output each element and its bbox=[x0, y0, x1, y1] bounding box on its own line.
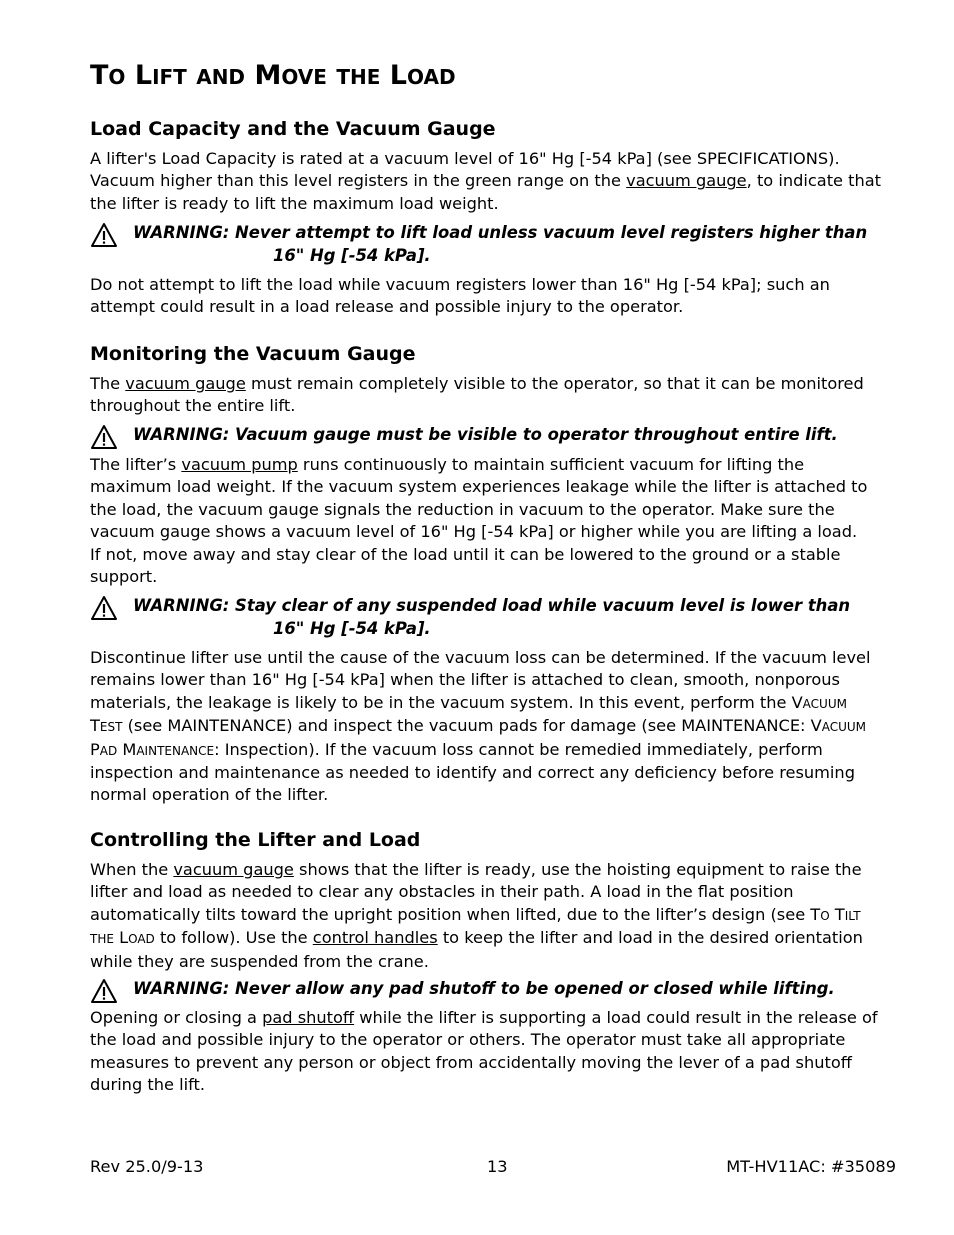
vacuum-gauge-link: vacuum gauge bbox=[125, 374, 246, 393]
paragraph: When the vacuum gauge shows that the lifter is ready, use the hoisting equipment to raise the lifter and load as needed to clear any obstacles in their path. A load in the flat position automatically tilts toward the upright position when lifted, due to the lifter’s design (see TO TILT THE LOAD to follow). Use the control handles to keep the lifter and load in the desired orientation while they are suspended from the crane. bbox=[90, 860, 863, 971]
section-monitoring bbox=[90, 341, 898, 367]
section-heading: Monitoring the Vacuum Gauge bbox=[90, 343, 416, 365]
paragraph: Do not attempt to lift the load while vacuum registers lower than 16" Hg [-54 kPa]; such an attempt could result in a load release and possible injury to the operator. bbox=[90, 275, 830, 317]
footer-page-number: 13 bbox=[487, 1157, 508, 1176]
pad-shutoff-link: pad shutoff bbox=[262, 1008, 355, 1027]
warning-triangle-icon bbox=[90, 595, 118, 621]
paragraph: Discontinue lifter use until the cause of the vacuum loss can be determined. If the vacuum level remains lower than 16" Hg [-54 kPa] when the lifter is attached to clean, smooth, nonporous materials, the leakage is likely to be in the vacuum system. In this event, perform the VACUUM TEST (see MAINTENANCE) and inspect the vacuum pads for damage (see MAINTENANCE: VACUUM PAD MAINTENANCE: Inspection). If the vacuum loss cannot be remedied immediately, perform inspection and maintenance as needed to identify and correct any deficiency before resuming normal operation of the lifter. bbox=[90, 648, 871, 805]
footer-revision: Rev 25.0/9-13 bbox=[90, 1157, 204, 1176]
warning-triangle-icon bbox=[90, 222, 118, 248]
warning-block: WARNING: Never attempt to lift load unless vacuum level registers higher than 16" Hg [-54 kPa]. bbox=[90, 222, 898, 268]
paragraph: A lifter's Load Capacity is rated at a vacuum level of 16" Hg [-54 kPa] (see SPECIFICATIONS). Vacuum higher than this level registers in the green range on the vacuum gauge, to indicate that the lifter is ready to lift the maximum load weight. bbox=[90, 149, 882, 213]
vacuum-gauge-link: vacuum gauge bbox=[626, 171, 747, 191]
section-controlling bbox=[90, 827, 898, 853]
vacuum-gauge-link: vacuum gauge bbox=[173, 860, 294, 879]
warning-block: WARNING: Vacuum gauge must be visible to operator throughout entire lift. bbox=[90, 424, 898, 448]
section-heading: Load Capacity and the Vacuum Gauge bbox=[90, 118, 496, 140]
paragraph: Opening or closing a pad shutoff while the lifter is supporting a load could result in the release of the load and possible injury to the operator or others. The operator must take all appropriate measures to prevent any person or object from accidentally moving the lever of a pad shutoff during the lift. bbox=[90, 1008, 878, 1095]
warning-triangle-icon bbox=[90, 424, 118, 450]
paragraph: The lifter’s vacuum pump runs continuously to maintain sufficient vacuum for lifting the maximum load weight. If the vacuum system experiences leakage while the lifter is attached to the load, the vacuum gauge signals the reduction in vacuum to the operator. Make sure the vacuum gauge shows a vacuum level of 16" Hg [-54 kPa] or higher while you are lifting a load. If not, move away and stay clear of the load until it can be lowered to the ground or a stable support. bbox=[90, 455, 868, 587]
section-load-capacity bbox=[90, 116, 898, 142]
control-handles-link: control handles bbox=[312, 928, 438, 948]
section-heading: Controlling the Lifter and Load bbox=[90, 829, 421, 851]
warning-triangle-icon bbox=[90, 978, 118, 1004]
paragraph: The vacuum gauge must remain completely visible to the operator, so that it can be monitored throughout the entire lift. bbox=[90, 374, 864, 416]
page-title: TO LIFT AND MOVE THE LOAD bbox=[90, 60, 456, 91]
footer-document-id: MT-HV11AC: #35089 bbox=[726, 1157, 896, 1176]
vacuum-pump-link: vacuum pump bbox=[181, 455, 298, 474]
warning-block: WARNING: Stay clear of any suspended load while vacuum level is lower than 16" Hg [-54 kPa]. bbox=[90, 595, 898, 641]
warning-block: WARNING: Never allow any pad shutoff to be opened or closed while lifting. bbox=[90, 978, 898, 1002]
